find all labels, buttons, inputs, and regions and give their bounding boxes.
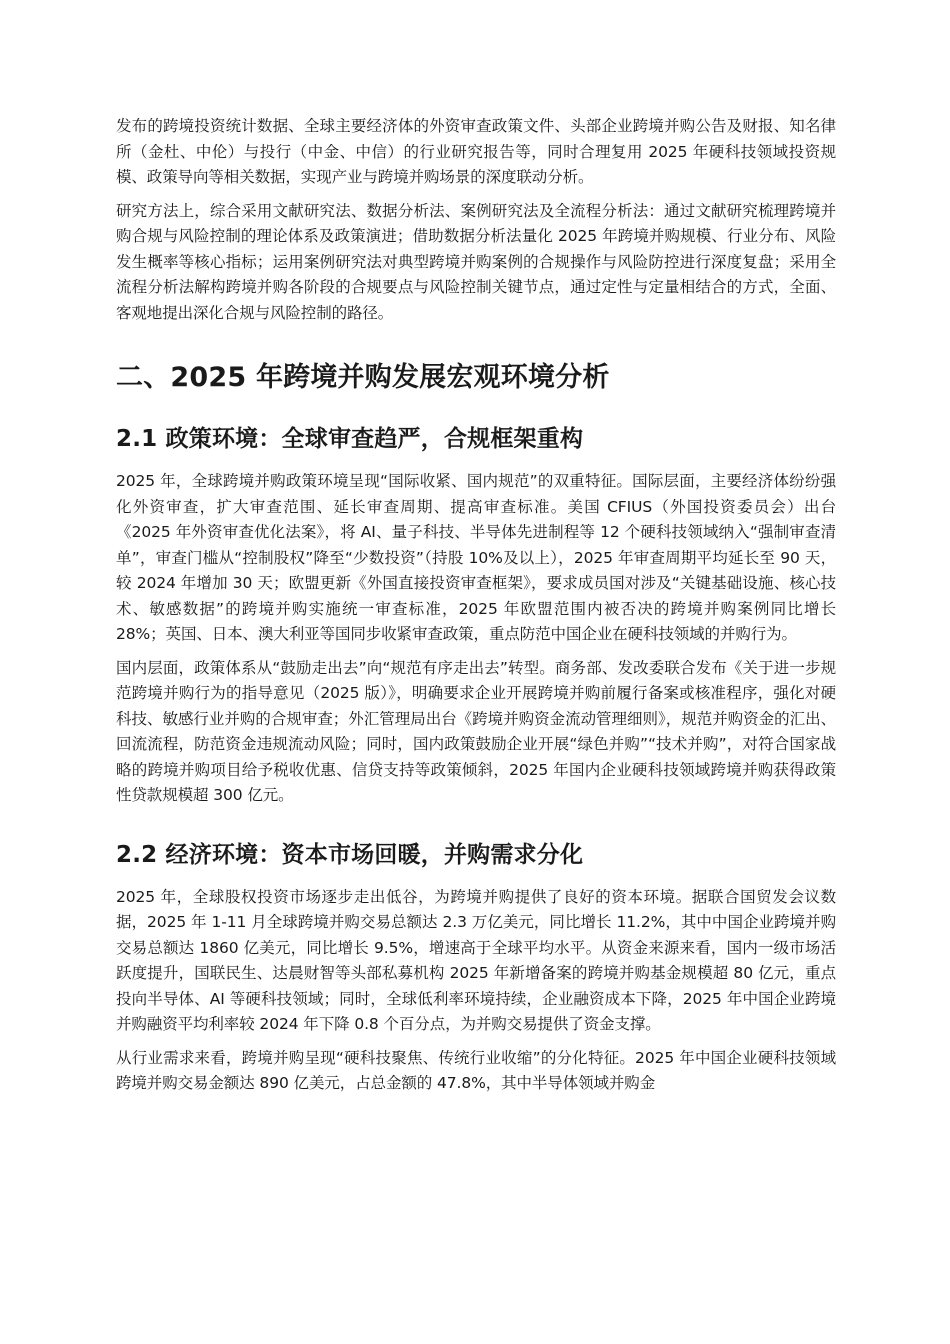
document-page xyxy=(116,114,836,1097)
chapter-title: 二、2025 年跨境并购发展宏观环境分析 xyxy=(116,362,610,393)
section-2-1-title: 2.1 政策环境：全球审查趋严，合规框架重构 xyxy=(116,426,584,452)
section-2-2-title: 2.2 经济环境：资本市场回暖，并购需求分化 xyxy=(116,841,584,868)
section-2-1-paragraph-1: 2025 年，全球跨境并购政策环境呈现“国际收紧、国内规范”的双重特征。国际层面，主要经济体纷纷强化外资审查，扩大审查范围、延长审查周期、提高审查标准。美国 CFIUS（外国投资委员会）出台《2025 年外资审查优化法案》，将 AI、量子科技、半导体先进制程等 12 个硬科技领域纳入“强制审查清单”，审查门槛从“控制股权”降至“少数投资”（持股 10%及以上），2025 年审查周期平均延长至 90 天，较 2024 年增加 30 天；欧盟更新《外国直接投资审查框架》，要求成员国对涉及“关键基础设施、核心技术、敏感数据”的跨境并购实施统一审查标准，2025 年欧盟范围内被否决的跨境并购案例同比增长 28%；英国、日本、澳大利亚等国同步收紧审查政策，重点防范中国企业在硬科技领域的并购行为。 xyxy=(116,472,836,643)
section-2-2-paragraph-1: 2025 年，全球股权投资市场逐步走出低谷，为跨境并购提供了良好的资本环境。据联合国贸发会议数据，2025 年 1-11 月全球跨境并购交易总额达 2.3 万亿美元，同比增长 11.2%，其中中国企业跨境并购交易总额达 1860 亿美元，同比增长 9.5%，增速高于全球平均水平。从资金来源来看，国内一级市场活跃度提升，国联民生、达晨财智等头部私募机构 2025 年新增备案的跨境并购基金规模超 80 亿元，重点投向半导体、AI 等硬科技领域；同时，全球低利率环境持续，企业融资成本下降，2025 年中国企业跨境并购融资平均利率较 2024 年下降 0.8 个百分点，为并购交易提供了资金支撑。 xyxy=(116,887,836,1033)
intro-paragraph-1: 发布的跨境投资统计数据、全球主要经济体的外资审查政策文件、头部企业跨境并购公告及财报、知名律所（金杜、中伦）与投行（中金、中信）的行业研究报告等，同时合理复用 2025 年硬科技领域投资规模、政策导向等相关数据，实现产业与跨境并购场景的深度联动分析。 xyxy=(116,117,836,186)
intro-paragraph-2: 研究方法上，综合采用文献研究法、数据分析法、案例研究法及全流程分析法：通过文献研究梳理跨境并购合规与风险控制的理论体系及政策演进；借助数据分析法量化 2025 年跨境并购规模、行业分布、风险发生概率等核心指标；运用案例研究法对典型跨境并购案例的合规操作与风险防控进行深度复盘；采用全流程分析法解构跨境并购各阶段的合规要点与风险控制关键节点，通过定性与定量相结合的方式，全面、客观地提出深化合规与风险控制的路径。 xyxy=(116,201,836,322)
section-2-2-paragraph-2: 从行业需求来看，跨境并购呈现“硬科技聚焦、传统行业收缩”的分化特征。2025 年中国企业硬科技领域跨境并购交易金额达 890 亿美元，占总金额的 47.8%，其中半导体领域并购金 xyxy=(116,1048,836,1092)
section-2-1-paragraph-2: 国内层面，政策体系从“鼓励走出去”向“规范有序走出去”转型。商务部、发改委联合发布《关于进一步规范跨境并购行为的指导意见（2025 版）》，明确要求企业开展跨境并购前履行备案或核准程序，强化对硬科技、敏感行业并购的合规审查；外汇管理局出台《跨境并购资金流动管理细则》，规范并购资金的汇出、回流流程，防范资金违规流动风险；同时，国内政策鼓励企业开展“绿色并购”“技术并购”，对符合国家战略的跨境并购项目给予税收优惠、信贷支持等政策倾斜，2025 年国内企业硬科技领域跨境并购获得政策性贷款规模超 300 亿元。 xyxy=(116,658,836,804)
